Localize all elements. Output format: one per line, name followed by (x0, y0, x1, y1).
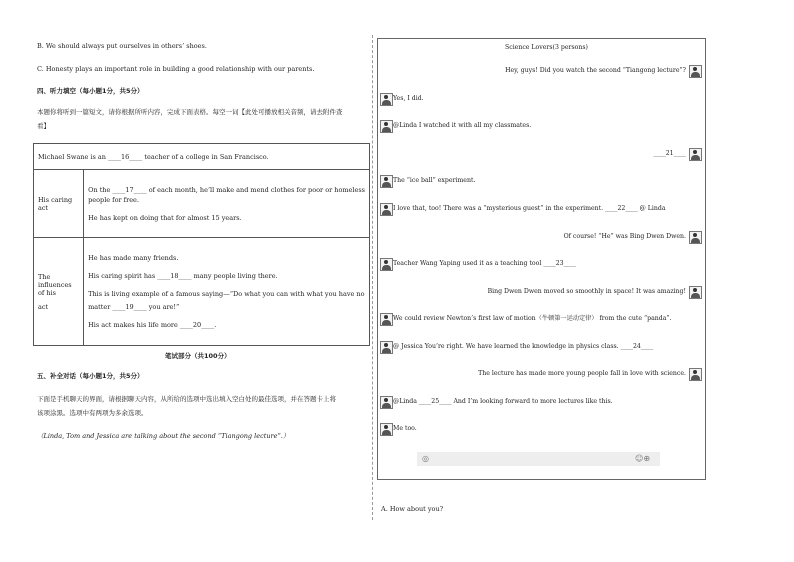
column-divider (372, 35, 373, 520)
chat-avatar-icon (380, 120, 393, 133)
chat-avatar-icon (689, 148, 702, 161)
listening-table (33, 143, 370, 346)
emoji-plus-icons[interactable]: ☺⊕ (635, 454, 651, 463)
caring-act-header (34, 170, 84, 238)
caring-act-line-3: He has kept on doing that for almost 15 years. (88, 213, 242, 222)
chat-avatar-icon (380, 341, 393, 354)
section-4-title: 四、听力填空（每小题1分，共5分） (37, 87, 144, 95)
chat-input-bar[interactable] (417, 452, 660, 466)
chat-message: The “ice ball” experiment. (393, 177, 476, 184)
caring-act-label: His caring act (38, 195, 73, 212)
chat-message: @ Jessica You’re right. We have learned the knowledge in physics class. ____24____ (393, 343, 654, 350)
section-5-note: （Linda, Tom and Jessica are talking about the second “Tiangong lecture”.） (37, 432, 290, 440)
voice-icon[interactable]: ◎ (422, 454, 429, 463)
chat-avatar-icon (689, 286, 702, 299)
chat-window (377, 38, 706, 480)
section-5-instruction-line-1: 下面是手机聊天的界面，请根据聊天内容，从所给的选项中选出填入空白处的最佳选项，并在答题卡上将 (37, 395, 336, 403)
chat-message: Yes, I did. (393, 95, 424, 102)
chat-message: Bing Dwen Dwen moved so smoothly in space! It was amazing! (487, 288, 686, 295)
chat-avatar-icon (689, 231, 702, 244)
influences-header (34, 238, 84, 346)
chat-message: The lecture has made more young people fall in love with science. (478, 370, 686, 377)
section-5-title: 五、补全对话（每小题1分，共5分） (37, 372, 144, 380)
row-intro-text: Michael Swane is an ____16____ teacher of a college in San Francisco. (38, 152, 269, 161)
chat-message: I love that, too! There was a “mysterious guest” in the experiment. ____22____ @ Linda (393, 205, 666, 212)
chat-avatar-icon (380, 313, 393, 326)
option-c: C. Honesty plays an important role in building a good relationship with our parents. (37, 65, 315, 73)
influences-label-1: The influences of his (38, 272, 72, 297)
chat-avatar-icon (380, 175, 393, 188)
section-5-instruction-line-2: 该项涂黑。选项中有两项为多余选项。 (37, 409, 148, 417)
chat-avatar-icon (380, 396, 393, 409)
influence-line-4: matter ____19____ you are!” (88, 303, 180, 311)
chat-avatar-icon (689, 65, 702, 78)
section-4-instruction-line-1: 本题你将听到一篇短文，请你根据所听内容，完成下面表格。每空一词【此处可播放相关音频，请去附件查 (37, 108, 343, 116)
chat-avatar-icon (380, 423, 393, 436)
influence-line-1: He has made many friends. (88, 254, 179, 262)
chat-message: Me too. (393, 425, 417, 432)
chat-message: Hey, guys! Did you watch the second “Tiangong lecture”? (505, 67, 686, 74)
influence-line-5: His act makes his life more ____20____. (88, 321, 217, 329)
influence-line-2: His caring spirit has ____18____ many people living there. (88, 272, 278, 280)
chat-message: We could review Newton’s first law of motion（牛顿第一运动定律） from the cute “panda”. (393, 315, 672, 322)
chat-message: @Linda ____25____ And I’m looking forward to more lectures like this. (393, 398, 613, 405)
chat-title: Science Lovers(3 persons) (505, 44, 588, 51)
table-row-intro (34, 144, 370, 170)
written-part-title: 笔试部分（共100分） (165, 352, 231, 360)
influence-line-3: This is living example of a famous saying—“Do what you can with what you have no (88, 290, 365, 298)
caring-act-line-2: people for free. (88, 195, 139, 204)
chat-message: Teacher Wang Yaping used it as a teaching tool ____23____ (393, 260, 576, 267)
chat-message: @Linda I watched it with all my classmates. (393, 122, 532, 129)
chat-avatar-icon (689, 368, 702, 381)
chat-message: Of course! “He” was Bing Dwen Dwen. (563, 233, 686, 240)
caring-act-line-1: On the ____17____ of each month, he’ll make and mend clothes for poor or homeless (88, 185, 365, 194)
influences-label-2: act (38, 302, 49, 311)
section-4-instruction-line-2: 看】 (37, 122, 50, 130)
chat-avatar-icon (380, 203, 393, 216)
option-b: B. We should always put ourselves in others’ shoes. (37, 42, 207, 50)
caring-act-content (84, 170, 370, 238)
chat-message: ____21____ (653, 150, 686, 157)
option-a: A. How about you? (381, 505, 444, 513)
chat-avatar-icon (380, 258, 393, 271)
chat-avatar-icon (380, 93, 393, 106)
influences-content (84, 238, 370, 346)
